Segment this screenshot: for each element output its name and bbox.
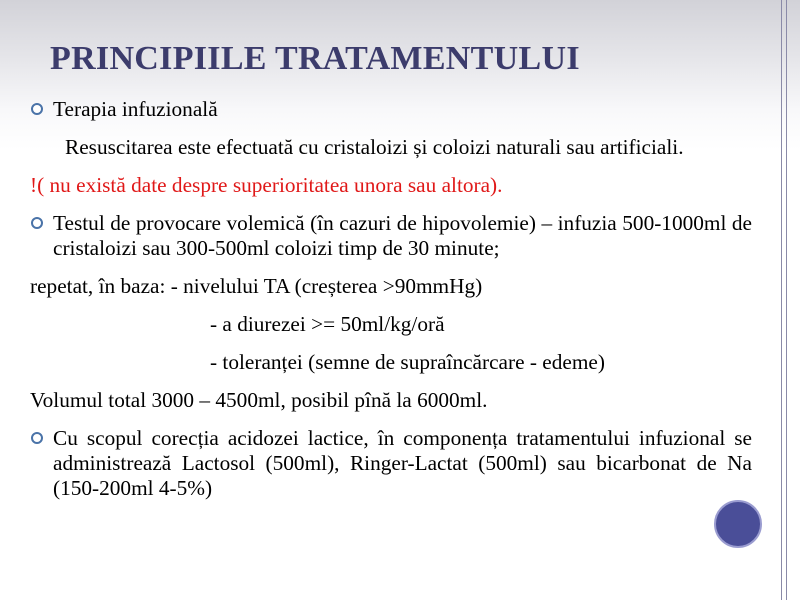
bullet-circle-icon [31,103,43,115]
sub-criterion [30,312,752,337]
item-text: Terapia infuzională [53,97,218,121]
item-text: repetat, în baza: - nivelului TA (creșterea >90mmHg) [30,274,483,298]
sub-criterion [30,350,752,375]
right-border-line [781,0,782,600]
item-text: !( nu există date despre superioritatea unora sau altora). [30,173,503,197]
navigation-circle-button[interactable] [714,500,762,548]
item-text: Resuscitarea este efectuată cu cristaloizi și coloizi naturali sau artificiali. [65,135,684,159]
bullet-item [30,211,752,261]
paragraph [30,135,752,160]
item-text: - a diurezei >= 50ml/kg/oră [210,312,445,336]
paragraph [30,388,752,413]
warning-note [30,173,752,198]
item-text: Cu scopul corecția acidozei lactice, în componența tratamentului infuzional se administrează Lactosol (500ml), Ringer-Lactat (500ml) sau bicarbonat de Na (150-200ml 4-5%) [53,426,752,500]
item-text: - toleranței (semne de supraîncărcare - edeme) [210,350,605,374]
slide-content [30,97,752,501]
right-border-line [786,0,787,600]
item-text: Volumul total 3000 – 4500ml, posibil pînă la 6000ml. [30,388,488,412]
slide-title: PRINCIPIILE TRATAMENTULUI [50,40,580,77]
paragraph [30,274,752,299]
bullet-circle-icon [31,217,43,229]
item-text: Testul de provocare volemică (în cazuri de hipovolemie) – infuzia 500-1000ml de cristaloizi sau 300-500ml coloizi timp de 30 minute; [53,211,752,260]
bullet-item [30,97,752,122]
bullet-item [30,426,752,501]
bullet-circle-icon [31,432,43,444]
